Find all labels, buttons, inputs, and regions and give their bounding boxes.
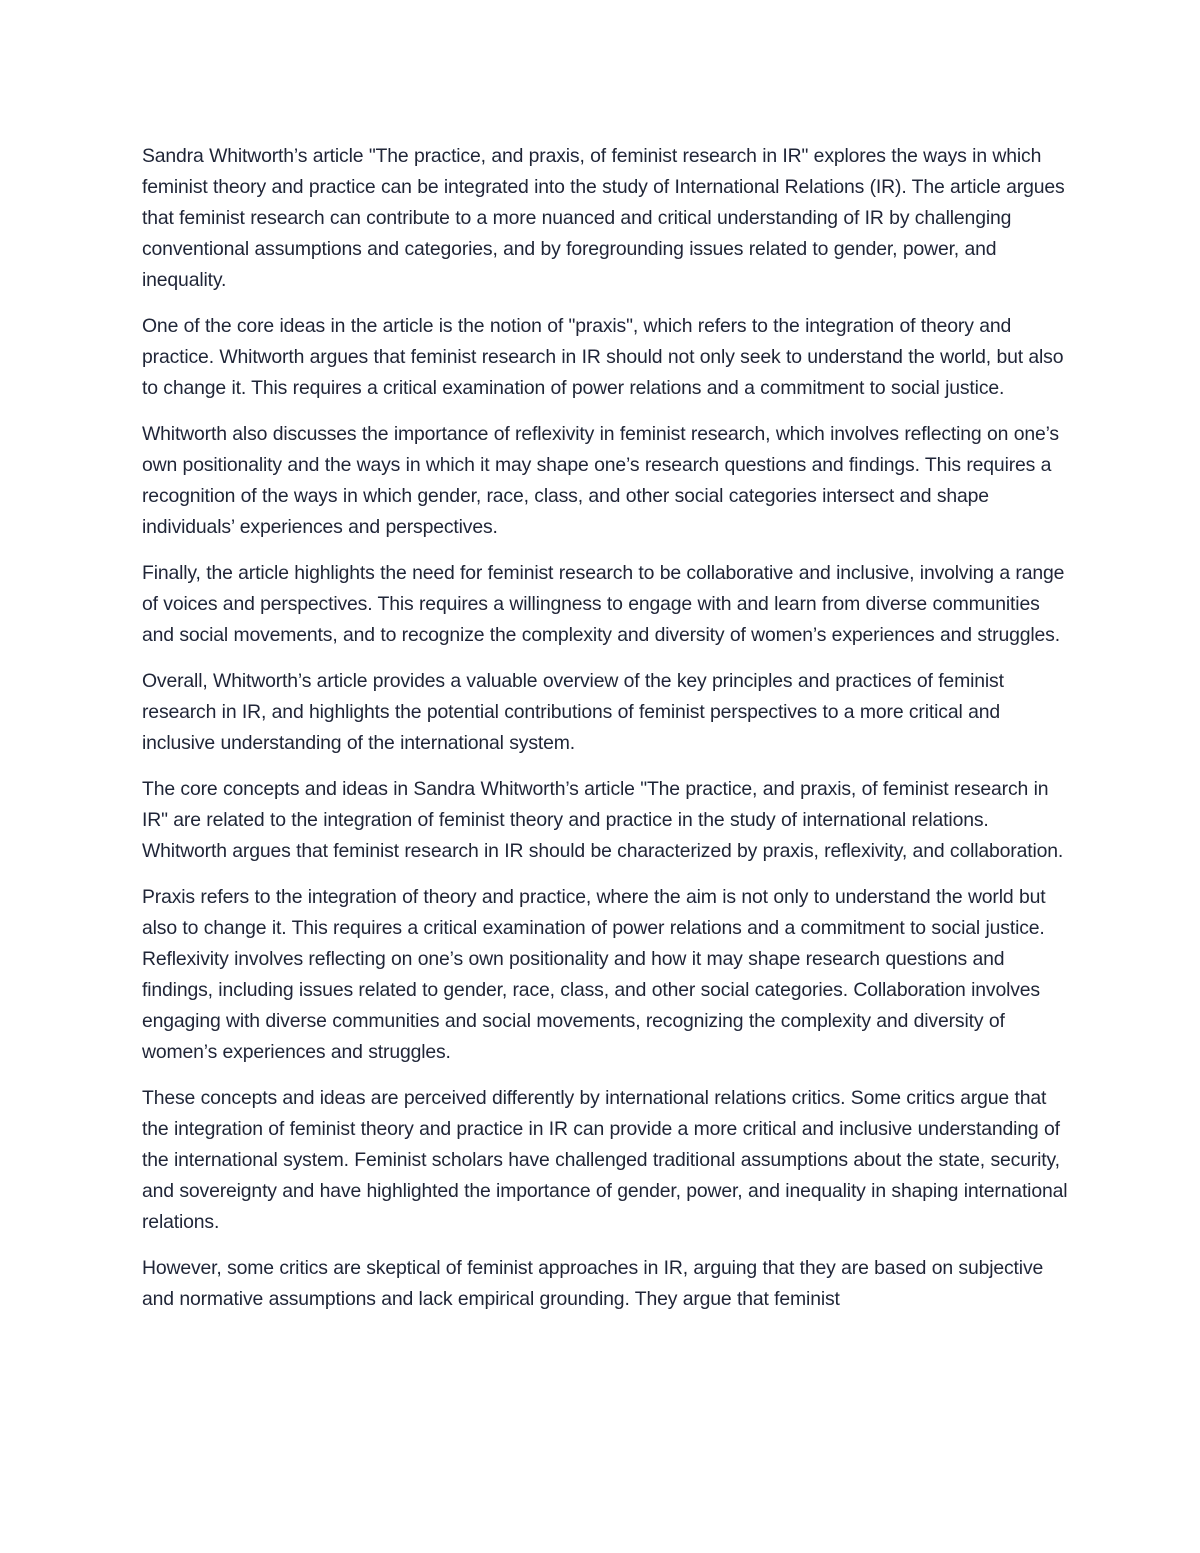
paragraph-8: These concepts and ideas are perceived differently by international relations critics. Some critics argue that the integration of feminist theory and practice in IR can provide a more critical and inclusive understanding of the international system. Feminist scholars have challenged traditional assumptions about the state, security, and sovereignty and have highlighted the importance of gender, power, and inequality in shaping international relations. (142, 1087, 1068, 1233)
paragraph-1: Sandra Whitworth’s article "The practice, and praxis, of feminist research in IR" explores the ways in which feminist theory and practice can be integrated into the study of International Relations (IR). The article argues that feminist research can contribute to a more nuanced and critical understanding of IR by challenging conventional assumptions and categories, and by foregrounding issues related to gender, power, and inequality. (142, 145, 1065, 291)
paragraph-4: Finally, the article highlights the need for feminist research to be collaborative and inclusive, involving a range of voices and perspectives. This requires a willingness to engage with and learn from diverse communities and social movements, and to recognize the complexity and diversity of women’s experiences and struggles. (142, 562, 1065, 646)
paragraph-6: The core concepts and ideas in Sandra Whitworth’s article "The practice, and praxis, of feminist research in IR" are related to the integration of feminist theory and practice in the study of international relations. Whitworth argues that feminist research in IR should be characterized by praxis, reflexivity, and collaboration. (142, 778, 1064, 862)
paragraph-3: Whitworth also discusses the importance of reflexivity in feminist research, which involves reflecting on one’s own positionality and the ways in which it may shape one’s research questions and findings. This requires a recognition of the ways in which gender, race, class, and other social categories intersect and shape individuals’ experiences and perspectives. (142, 423, 1059, 538)
paragraph-7: Praxis refers to the integration of theory and practice, where the aim is not only to understand the world but also to change it. This requires a critical examination of power relations and a commitment to social justice. Reflexivity involves reflecting on one’s own positionality and how it may shape research questions and findings, including issues related to gender, race, class, and other social categories. Collaboration involves engaging with diverse communities and social movements, recognizing the complexity and diversity of women’s experiences and struggles. (142, 886, 1046, 1063)
document-body (142, 141, 1072, 1330)
paragraph-5: Overall, Whitworth’s article provides a valuable overview of the key principles and practices of feminist research in IR, and highlights the potential contributions of feminist perspectives to a more critical and inclusive understanding of the international system. (142, 670, 1004, 754)
paragraph-9: However, some critics are skeptical of feminist approaches in IR, arguing that they are based on subjective and normative assumptions and lack empirical grounding. They argue that feminist (142, 1257, 1044, 1310)
paragraph-2: One of the core ideas in the article is the notion of "praxis", which refers to the integration of theory and practice. Whitworth argues that feminist research in IR should not only seek to understand the world, but also to change it. This requires a critical examination of power relations and a commitment to social justice. (142, 315, 1064, 399)
